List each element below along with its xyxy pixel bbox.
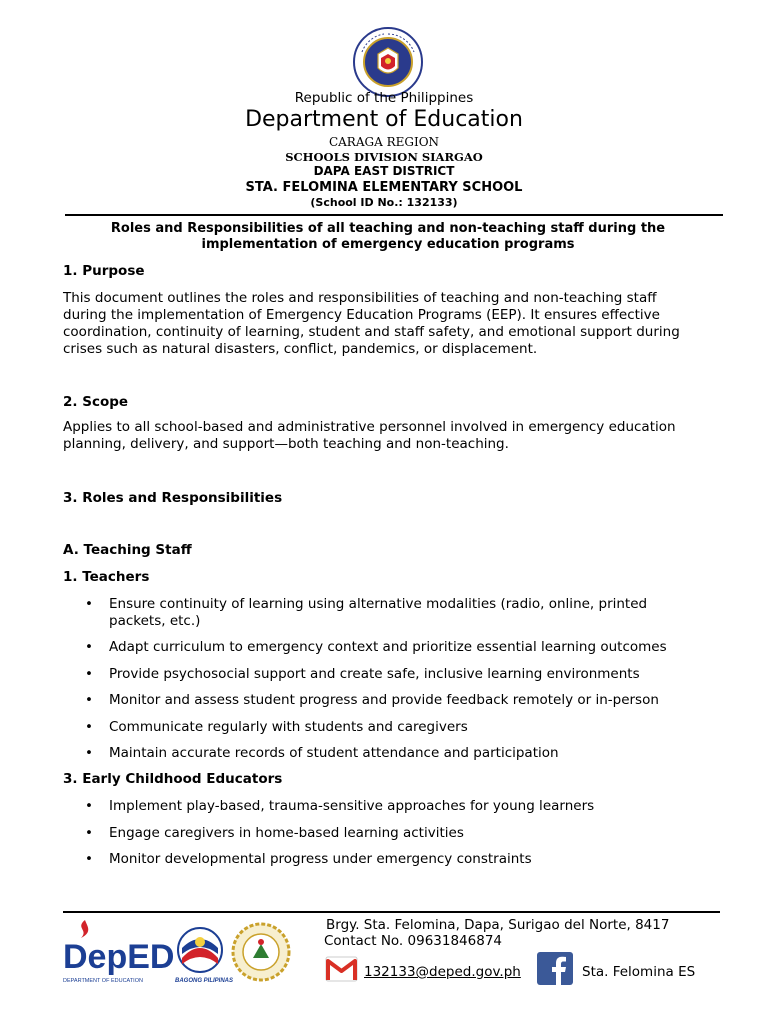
list-item <box>85 851 594 868</box>
ece-bullet-list <box>85 798 594 868</box>
header-school-id: (School ID No.: 132133) <box>310 196 458 209</box>
list-item <box>85 596 667 630</box>
list-item-text: Adapt curriculum to emergency context and prioritize essential learning outcomes <box>109 639 667 655</box>
gmail-icon <box>325 956 358 982</box>
bagong-pilipinas-logo <box>175 928 233 984</box>
scope-paragraph <box>63 419 723 453</box>
bullet-icon: • <box>85 639 93 655</box>
list-item <box>85 719 667 736</box>
header-division: SCHOOLS DIVISION SIARGAO <box>285 150 483 164</box>
list-item <box>85 692 667 709</box>
list-item <box>85 825 594 842</box>
teachers-bullet-list <box>85 596 667 762</box>
list-item <box>85 798 594 815</box>
bullet-icon: • <box>85 798 93 814</box>
list-item <box>85 666 667 683</box>
bullet-icon: • <box>85 596 93 612</box>
deped-seal-logo <box>352 26 424 98</box>
list-item-text: Maintain accurate records of student attendance and participation <box>109 745 559 761</box>
list-item-text: Provide psychosocial support and create safe, inclusive learning environments <box>109 665 640 682</box>
list-item-text: Monitor developmental progress under emergency constraints <box>109 851 532 867</box>
footer-logos <box>63 920 303 1000</box>
document-title <box>63 221 713 253</box>
svg-text:BAGONG PILIPINAS: BAGONG PILIPINAS <box>175 978 234 984</box>
header-district: DAPA EAST DISTRICT <box>313 164 455 178</box>
list-item-text: packets, etc.) <box>109 613 201 629</box>
footer-facebook-name: Sta. Felomina ES <box>582 964 696 980</box>
ece-heading: 3. Early Childhood Educators <box>63 771 283 787</box>
bullet-icon: • <box>85 718 93 735</box>
school-seal-logo <box>233 924 289 980</box>
paragraph-line: crises such as natural disasters, conflict, pandemics, or displacement. <box>63 341 538 357</box>
paragraph-line: Applies to all school-based and administrative personnel involved in emergency education <box>63 419 676 435</box>
bullet-icon: • <box>85 851 93 867</box>
teachers-heading: 1. Teachers <box>63 569 150 585</box>
bullet-icon: • <box>85 745 93 761</box>
header-school: STA. FELOMINA ELEMENTARY SCHOOL <box>245 180 523 195</box>
teaching-staff-heading: A. Teaching Staff <box>63 542 192 558</box>
footer-address: Brgy. Sta. Felomina, Dapa, Surigao del Norte, 8417 <box>326 917 670 933</box>
title-line: Roles and Responsibilities of all teaching and non-teaching staff during the <box>110 221 666 236</box>
purpose-heading: 1. Purpose <box>63 263 145 279</box>
purpose-paragraph <box>63 290 723 358</box>
footer-email-link[interactable]: 132133@deped.gov.ph <box>364 964 521 980</box>
paragraph-line: coordination, continuity of learning, student and staff safety, and emotional support during <box>63 324 680 340</box>
header-divider <box>65 214 723 216</box>
header-region: CARAGA REGION <box>328 135 440 149</box>
title-line: implementation of emergency education programs <box>201 237 575 252</box>
bullet-icon: • <box>85 824 93 841</box>
list-item <box>85 639 667 656</box>
list-item-text: Engage caregivers in home-based learning activities <box>109 824 464 841</box>
list-item-text: Communicate regularly with students and caregivers <box>109 718 468 735</box>
list-item <box>85 745 667 762</box>
facebook-icon[interactable] <box>537 952 573 985</box>
paragraph-line: This document outlines the roles and responsibilities of teaching and non-teaching staff <box>63 290 657 306</box>
footer-divider <box>63 911 720 913</box>
roles-heading: 3. Roles and Responsibilities <box>63 490 283 506</box>
deped-logo <box>63 920 174 984</box>
paragraph-line: planning, delivery, and support—both teaching and non-teaching. <box>63 436 509 452</box>
list-item-text: Implement play-based, trauma-sensitive approaches for young learners <box>109 798 595 814</box>
footer-contact: Contact No. 09631846874 <box>324 933 502 949</box>
scope-heading: 2. Scope <box>63 394 129 410</box>
bullet-icon: • <box>85 665 93 682</box>
svg-text:DEPARTMENT OF EDUCATION: DEPARTMENT OF EDUCATION <box>63 978 143 984</box>
list-item-text: Ensure continuity of learning using alternative modalities (radio, online, printed <box>109 596 648 612</box>
list-item-text: Monitor and assess student progress and provide feedback remotely or in-person <box>109 692 659 708</box>
svg-text:DepED: DepED <box>63 938 175 976</box>
bullet-icon: • <box>85 692 93 708</box>
paragraph-line: during the implementation of Emergency Education Programs (EEP). It ensures effective <box>63 307 660 323</box>
header-department: Department of Education <box>245 107 523 132</box>
header-republic: Republic of the Philippines <box>294 90 474 106</box>
